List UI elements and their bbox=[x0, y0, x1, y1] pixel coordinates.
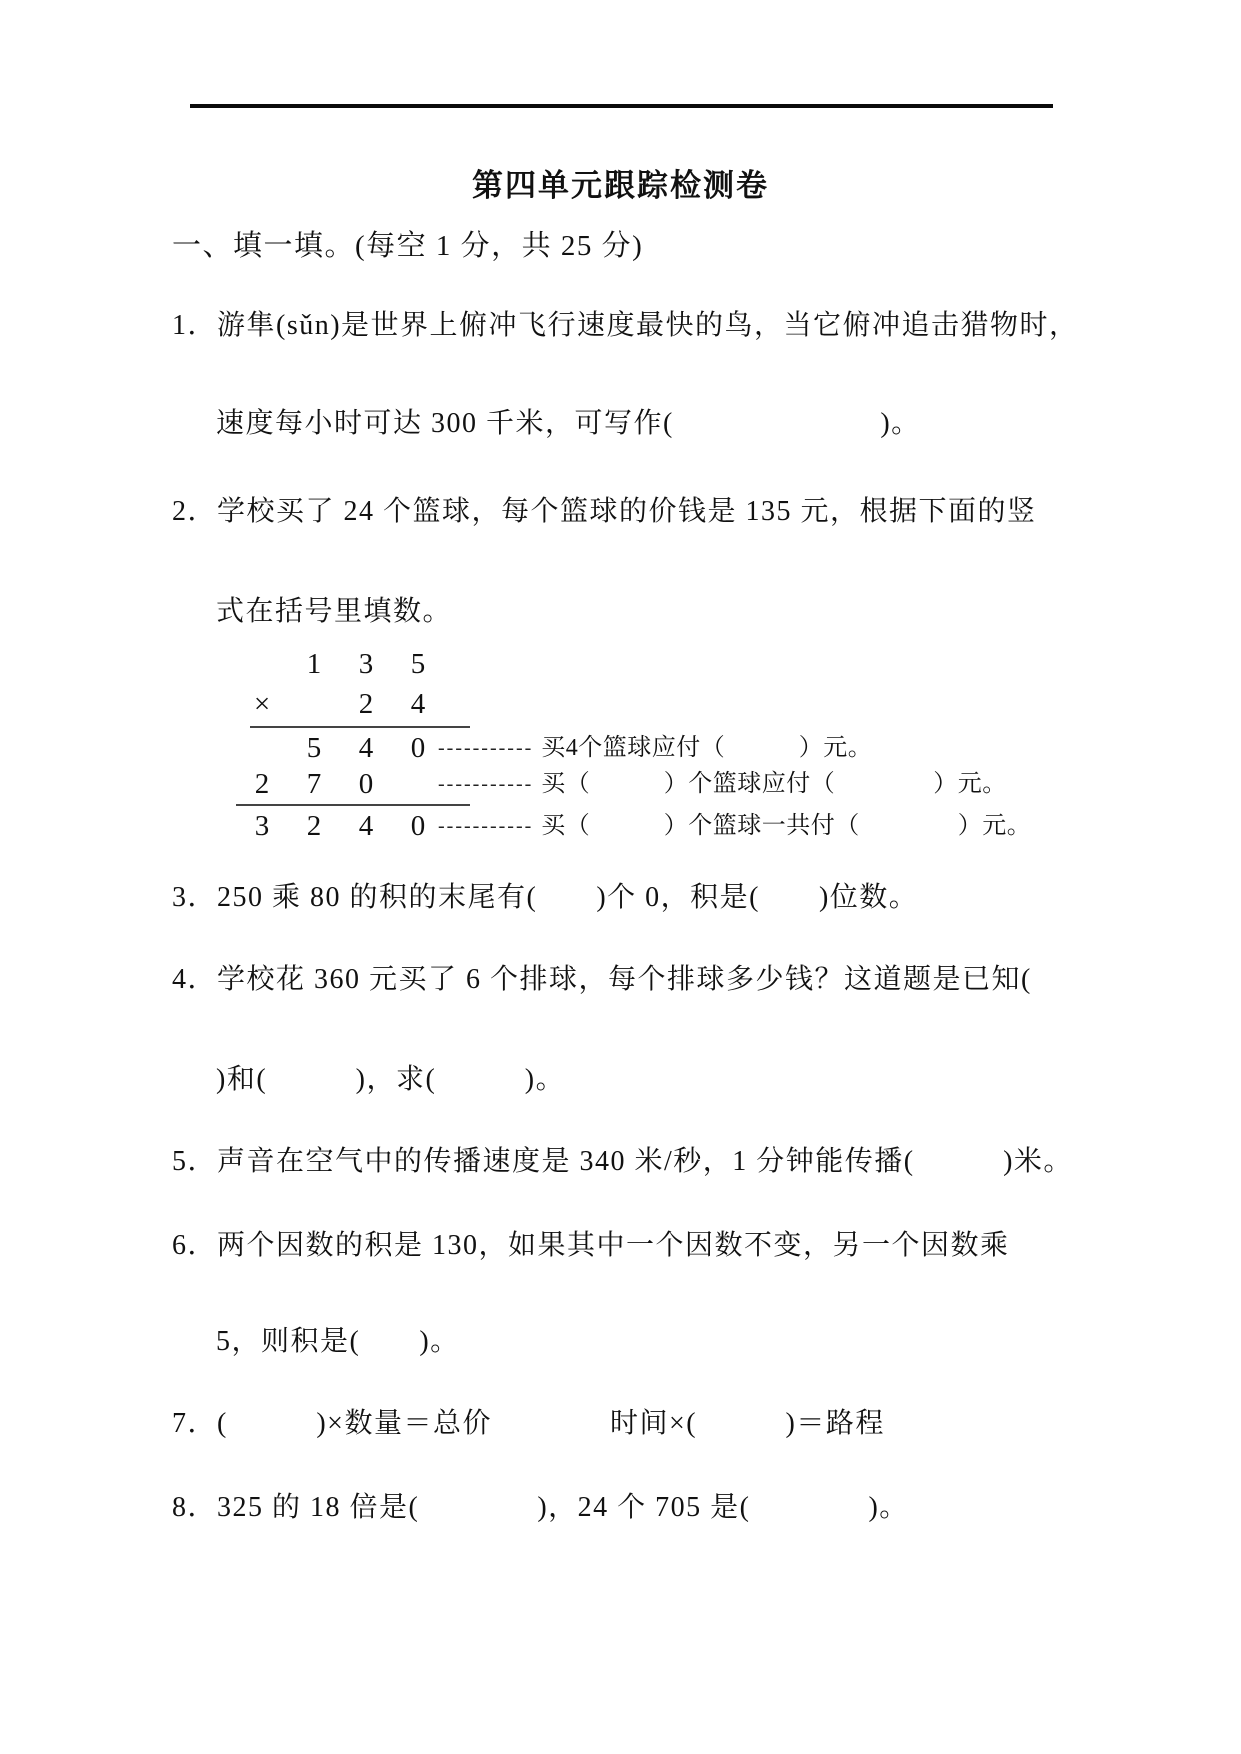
digit-cell: 2 bbox=[254, 768, 270, 800]
digit-cell bbox=[236, 644, 288, 684]
annotation-text: 买4个篮球应付（ ）元。 bbox=[541, 735, 873, 761]
digit-cell: 5 bbox=[410, 648, 426, 680]
digit-cell: 0 bbox=[410, 810, 426, 842]
final-product-row bbox=[236, 808, 1032, 844]
digit-cell: 0 bbox=[410, 732, 426, 764]
question-2-line-1: 2．学校买了 24 个篮球，每个篮球的价钱是 135 元，根据下面的竖 bbox=[172, 496, 1037, 527]
question-6-line-1: 6．两个因数的积是 130，如果其中一个因数不变，另一个因数乘 bbox=[172, 1230, 1010, 1261]
digit-cell: 2 bbox=[358, 688, 374, 720]
question-8-line-1: 8．325 的 18 倍是( )，24 个 705 是( )。 bbox=[172, 1492, 909, 1523]
digit-cell: 1 bbox=[306, 648, 322, 680]
digit-cell: 3 bbox=[358, 648, 374, 680]
annotation-text: 买（ ）个篮球应付（ ）元。 bbox=[541, 771, 1007, 797]
multiplier-row bbox=[236, 684, 470, 724]
question-1-line-1: 1．游隼(sǔn)是世界上俯冲飞行速度最快的鸟，当它俯冲追击猎物时， bbox=[172, 310, 1079, 341]
digit-cell: 4 bbox=[358, 732, 374, 764]
digit-cell: 5 bbox=[306, 732, 322, 764]
digit-cell bbox=[392, 766, 444, 802]
multiplicand-row bbox=[236, 644, 470, 684]
digit-cell bbox=[288, 684, 340, 724]
final-product-annotation bbox=[438, 808, 1031, 844]
header-rule bbox=[190, 104, 1053, 108]
question-2-line-2: 式在括号里填数。 bbox=[216, 596, 453, 627]
digit-cell: 3 bbox=[254, 810, 270, 842]
multiplication-rule-2 bbox=[236, 804, 470, 806]
dash-leader: ----------- bbox=[438, 773, 534, 795]
multiplication-rule-1 bbox=[250, 726, 470, 728]
partial-product-2-annotation bbox=[438, 766, 1007, 802]
partial-product-1-annotation bbox=[438, 730, 872, 766]
question-7-line-1: 7．( )×数量＝总价 时间×( )＝路程 bbox=[172, 1408, 885, 1439]
digit-cell bbox=[236, 730, 288, 766]
partial-product-2-row bbox=[236, 766, 1007, 802]
digit-cell: 7 bbox=[306, 768, 322, 800]
dash-leader: ----------- bbox=[438, 737, 534, 759]
vertical-multiplication bbox=[236, 644, 1032, 844]
partial-product-1-row bbox=[236, 730, 873, 766]
digit-cell: 4 bbox=[410, 688, 426, 720]
digit-cell: 4 bbox=[358, 810, 374, 842]
dash-leader: ----------- bbox=[438, 815, 534, 837]
digit-cell: 2 bbox=[306, 810, 322, 842]
multiply-sign: × bbox=[253, 688, 271, 720]
page-title: 第四单元跟踪检测卷 bbox=[472, 168, 769, 203]
annotation-text: 买（ ）个篮球一共付（ ）元。 bbox=[541, 813, 1032, 839]
question-5-line-1: 5．声音在空气中的传播速度是 340 米/秒，1 分钟能传播( )米。 bbox=[172, 1146, 1073, 1177]
section-one-header: 一、填一填。(每空 1 分，共 25 分) bbox=[172, 230, 644, 262]
question-4-line-1: 4．学校花 360 元买了 6 个排球，每个排球多少钱？这道题是已知( bbox=[172, 964, 1032, 995]
digit-cell: 0 bbox=[358, 768, 374, 800]
question-1-line-2: 速度每小时可达 300 千米，可写作( )。 bbox=[216, 408, 921, 439]
question-4-line-2: )和( )，求( )。 bbox=[216, 1064, 566, 1095]
question-6-line-2: 5，则积是( )。 bbox=[216, 1326, 460, 1357]
question-3-line-1: 3．250 乘 80 的积的末尾有( )个 0，积是( )位数。 bbox=[172, 882, 919, 913]
